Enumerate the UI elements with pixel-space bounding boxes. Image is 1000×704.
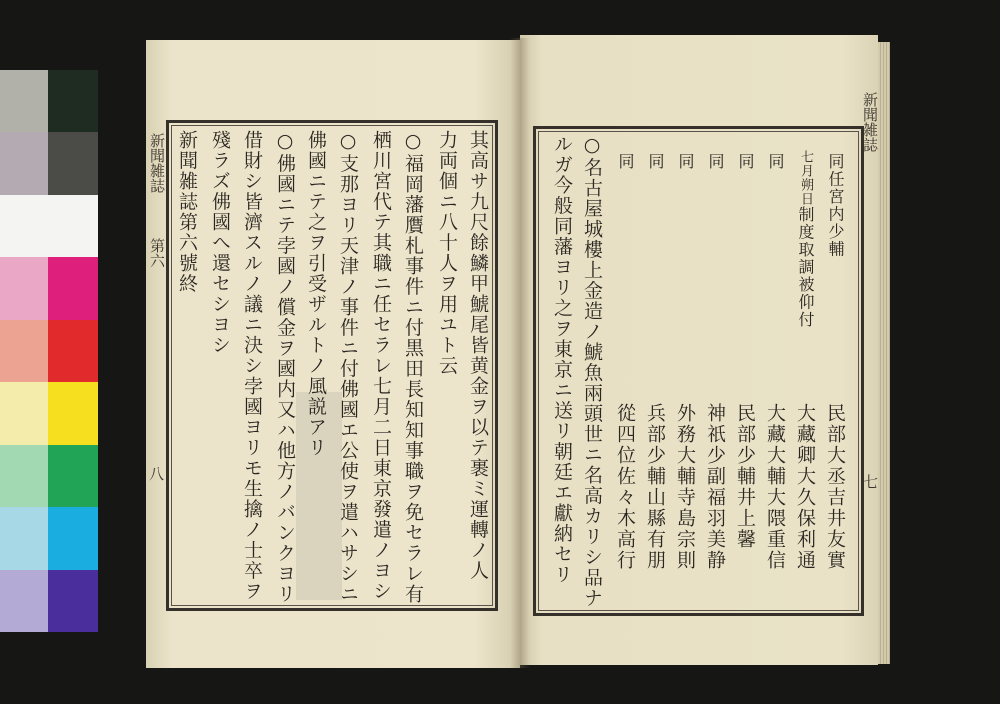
appointment-name: 民部大丞吉井友實 bbox=[824, 403, 846, 571]
color-patch bbox=[0, 70, 48, 132]
text-column: ○佛國ニテ孛國ノ償金ヲ國内又ハ他方ノバンクヨリ bbox=[274, 130, 296, 605]
text-column: 栖川宮代テ其職ニ任セラレ七月二日東京發遣ノヨシ bbox=[370, 130, 392, 602]
appointment-office: 同 bbox=[676, 153, 695, 171]
color-patch bbox=[0, 507, 48, 569]
color-patch bbox=[48, 320, 98, 382]
text-column: ○福岡藩贋札事件ニ付黒田長知知事職ヲ免セラレ有 bbox=[402, 130, 424, 605]
appointment-name: 神祇少副福羽美静 bbox=[704, 403, 726, 571]
left-margin-leaf-number: 八 bbox=[147, 466, 165, 481]
color-calibration-chart bbox=[0, 70, 98, 632]
color-patch bbox=[0, 445, 48, 507]
right-margin-title: 新聞雑誌 bbox=[861, 92, 879, 152]
appointment-office: 同 bbox=[736, 153, 755, 171]
color-patch bbox=[0, 257, 48, 319]
color-patch bbox=[0, 382, 48, 444]
color-patch bbox=[48, 132, 98, 194]
color-patch bbox=[48, 195, 98, 257]
appointment-office: 同 bbox=[766, 153, 785, 171]
text-column: 佛國ニテ之ヲ引受ザルトノ風説アリ bbox=[305, 130, 327, 458]
color-patch bbox=[48, 382, 98, 444]
text-column: 力両個ニ八十人ヲ用ユト云 bbox=[436, 130, 458, 376]
left-margin-issue: 第六 bbox=[148, 238, 166, 268]
text-column: 殘ラズ佛國へ還セシヨシ bbox=[209, 130, 231, 356]
color-patch bbox=[48, 257, 98, 319]
right-margin-leaf-number: 七 bbox=[861, 474, 879, 489]
appointment-name: 大藏大輔大隈重信 bbox=[764, 403, 786, 571]
end-of-issue-column: 新聞雑誌第六號終 bbox=[176, 130, 198, 294]
color-patch bbox=[48, 70, 98, 132]
appointment-office bbox=[792, 150, 818, 355]
color-patch bbox=[0, 570, 48, 632]
left-margin-title: 新聞雑誌 bbox=[148, 133, 166, 193]
appointment-name: 外務大輔寺島宗則 bbox=[674, 403, 696, 571]
appointment-office: 同 bbox=[706, 153, 725, 171]
text-column: ○名古屋城樓上金造ノ鯱魚兩頭世ニ名高カリシ品ナ bbox=[581, 134, 603, 609]
book-gutter bbox=[510, 38, 530, 668]
text-column: 借財シ皆濟スルノ議ニ決シ孛國ヨリモ生擒ノ士卒ヲ bbox=[241, 130, 263, 602]
text-column: ルガ今般同藩ヨリ之ヲ東京ニ送リ朝廷エ獻納セリ bbox=[551, 134, 573, 585]
appointment-date: 七月朔日 bbox=[798, 150, 813, 206]
color-patch bbox=[0, 132, 48, 194]
text-column: 其高サ九尺餘鱗甲鯱尾皆黄金ヲ以テ裹ミ運轉ノ人 bbox=[467, 130, 489, 581]
appointment-name: 從四位佐々木高行 bbox=[614, 403, 636, 571]
text-column: ○支那ヨリ天津ノ事件ニ付佛國エ公使ヲ遣ハサシニ bbox=[337, 130, 359, 605]
appointment-name: 兵部少輔山縣有朋 bbox=[644, 403, 666, 571]
appointment-office-text: 制度取調被仰付 bbox=[796, 206, 815, 329]
page-stack-edge bbox=[878, 42, 890, 664]
appointment-office: 同任宮内少輔 bbox=[826, 153, 845, 258]
color-patch bbox=[48, 445, 98, 507]
color-patch bbox=[0, 195, 48, 257]
color-patch bbox=[48, 570, 98, 632]
appointment-name: 大藏卿大久保利通 bbox=[794, 403, 816, 571]
color-patch bbox=[48, 507, 98, 569]
appointment-office: 同 bbox=[616, 153, 635, 171]
appointment-name: 民部少輔井上馨 bbox=[734, 403, 756, 550]
appointment-office: 同 bbox=[646, 153, 665, 171]
color-patch bbox=[0, 320, 48, 382]
